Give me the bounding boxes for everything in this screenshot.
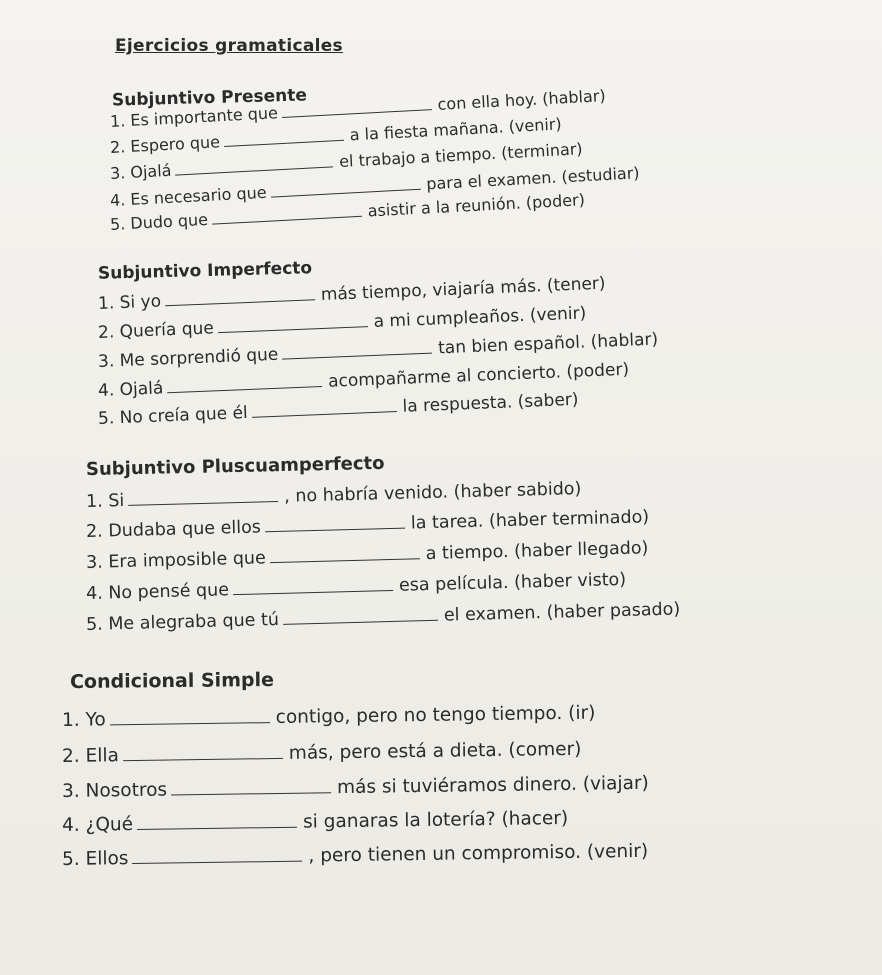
section-heading: Subjuntivo Imperfecto	[97, 258, 313, 284]
exercise-rest: tan bien español. (hablar)	[437, 329, 659, 359]
answer-blank[interactable]	[269, 540, 419, 562]
exercise-rest: a tiempo. (haber llegado)	[425, 537, 649, 564]
section-heading: Subjuntivo Presente	[111, 85, 308, 111]
exercise-rest: contigo, pero no tengo tiempo. (ir)	[275, 702, 596, 728]
exercise-rest: esa película. (haber visto)	[398, 569, 627, 596]
exercise-item	[86, 595, 681, 634]
exercise-rest: más si tuviéramos dinero. (viajar)	[336, 772, 649, 798]
answer-blank[interactable]	[270, 173, 421, 198]
answer-blank[interactable]	[233, 572, 393, 595]
exercise-rest: , pero tienen un compromiso. (venir)	[308, 840, 649, 867]
exercise-prompt: 3. Ojalá	[109, 160, 172, 183]
exercise-rest: más tiempo, viajaría más. (tener)	[320, 273, 606, 306]
answer-blank[interactable]	[283, 602, 438, 625]
section-heading: Condicional Simple	[69, 668, 275, 694]
section-heading: Subjuntivo Pluscuamperfecto	[85, 452, 385, 481]
exercise-prompt: 5. Me alegraba que tú	[85, 609, 280, 635]
answer-blank[interactable]	[265, 510, 405, 532]
exercise-rest: la tarea. (haber terminado)	[410, 506, 650, 533]
exercise-prompt: 2. Dudaba que ellos	[85, 516, 262, 542]
exercise-rest: si ganaras la lotería? (hacer)	[302, 807, 569, 833]
exercise-rest: la respuesta. (saber)	[402, 389, 579, 417]
exercise-item	[62, 735, 582, 767]
exercise-prompt: 4. Ojalá	[97, 378, 164, 401]
exercise-prompt: 3. Me sorprendió que	[97, 344, 279, 372]
exercise-prompt: 2. Espero que	[109, 132, 221, 157]
exercise-prompt: 4. ¿Qué	[61, 813, 134, 836]
answer-blank[interactable]	[171, 773, 331, 795]
exercise-item	[62, 769, 649, 802]
answer-blank[interactable]	[211, 200, 362, 225]
answer-blank[interactable]	[217, 309, 368, 333]
exercise-rest: acompañarme al concierto. (poder)	[327, 359, 630, 392]
exercise-rest: a mi cumpleaños. (venir)	[373, 303, 587, 332]
answer-blank[interactable]	[128, 483, 278, 505]
exercise-prompt: 5. No creía que él	[97, 402, 249, 429]
answer-blank[interactable]	[282, 336, 433, 360]
exercise-rest: , no habría venido. (haber sabido)	[283, 478, 582, 507]
exercise-rest: con ella hoy. (hablar)	[437, 86, 607, 114]
exercise-item	[62, 837, 648, 870]
answer-blank[interactable]	[223, 124, 344, 147]
exercise-prompt: 4. No pensé que	[85, 579, 230, 604]
exercise-prompt: 3. Era imposible que	[85, 547, 267, 573]
answer-blank[interactable]	[132, 842, 302, 864]
exercise-prompt: 1. Si yo	[97, 291, 162, 314]
answer-blank[interactable]	[167, 369, 323, 393]
exercise-prompt: 2. Ella	[61, 744, 120, 767]
exercise-prompt: 1. Es importante que	[109, 103, 279, 131]
answer-blank[interactable]	[123, 739, 283, 761]
exercise-rest: el trabajo a tiempo. (terminar)	[338, 139, 583, 171]
exercise-prompt: 5. Dudo que	[109, 209, 209, 234]
exercise-rest: asistir a la reunión. (poder)	[367, 190, 586, 221]
exercise-item	[62, 699, 596, 731]
answer-blank[interactable]	[175, 150, 334, 175]
exercise-item	[86, 566, 627, 604]
answer-blank[interactable]	[165, 282, 316, 306]
exercise-rest: para el examen. (estudiar)	[425, 163, 640, 194]
exercise-rest: el examen. (haber pasado)	[443, 598, 681, 626]
exercise-item	[62, 804, 568, 836]
exercise-prompt: 5. Ellos	[61, 847, 129, 870]
exercise-prompt: 3. Nosotros	[61, 779, 168, 802]
page-title: Ejercicios gramaticales	[115, 36, 343, 56]
answer-blank[interactable]	[110, 703, 270, 725]
exercise-prompt: 2. Quería que	[97, 318, 215, 343]
exercise-rest: a la fiesta mañana. (venir)	[349, 114, 563, 145]
answer-blank[interactable]	[251, 394, 397, 418]
exercise-prompt: 1. Si	[85, 490, 125, 512]
exercise-rest: más, pero está a dieta. (comer)	[288, 738, 582, 764]
exercise-prompt: 4. Es necesario que	[109, 182, 268, 210]
answer-blank[interactable]	[137, 808, 297, 830]
exercise-prompt: 1. Yo	[61, 708, 106, 731]
